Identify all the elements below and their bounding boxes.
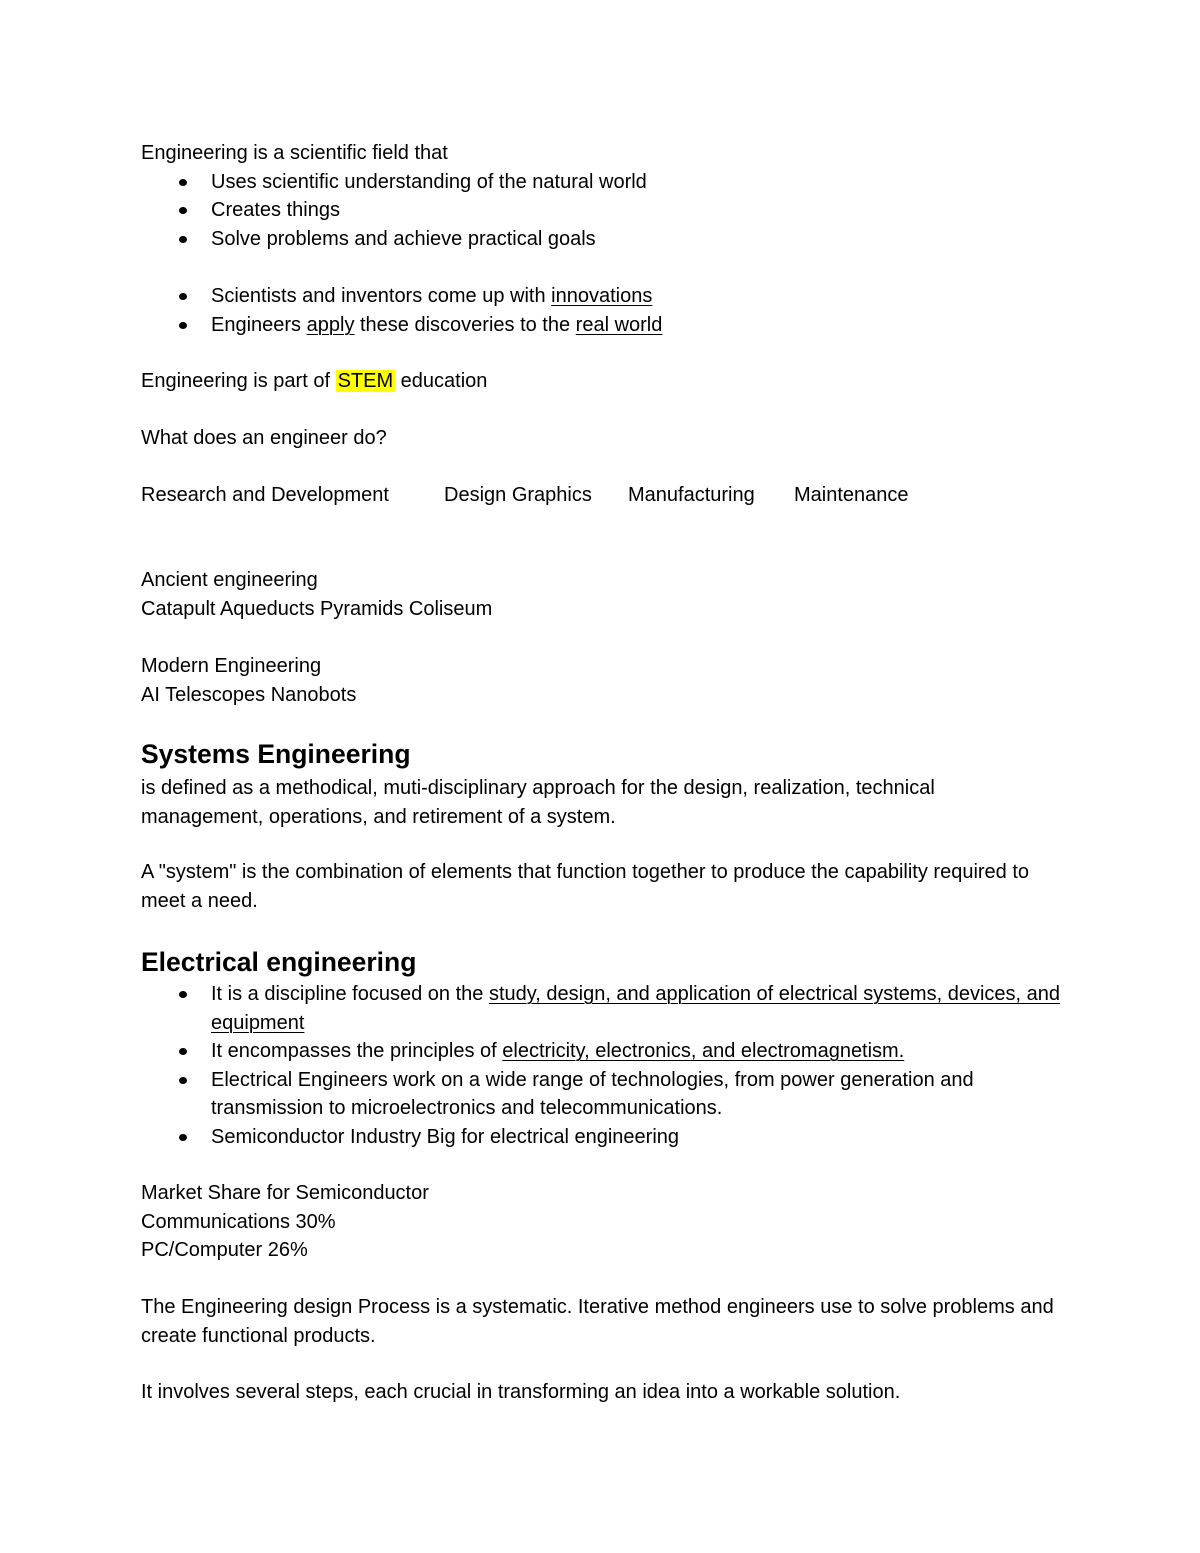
apply-link[interactable]: apply	[306, 313, 355, 336]
list-item: Engineers apply these discoveries to the real world	[141, 311, 1061, 340]
list-item: Creates things	[141, 196, 1061, 225]
electrical-heading: Electrical engineering	[141, 947, 417, 977]
activity-item: Manufacturing	[628, 484, 755, 506]
systems-definition: is defined as a methodical, muti-disciplinary approach for the design, realization, technical management, operations, and retirement of a system.	[141, 777, 935, 828]
market-section	[141, 1179, 1061, 1265]
systems-heading: Systems Engineering	[141, 739, 411, 769]
real-world-link[interactable]: real world	[575, 313, 663, 336]
list-item: Scientists and inventors come up with innovations	[141, 282, 1061, 311]
electrical-bullet-list	[141, 980, 1061, 1152]
ancient-items: Catapult Aqueducts Pyramids Coliseum	[141, 597, 493, 620]
activity-item: Design Graphics	[444, 484, 592, 506]
market-pc: PC/Computer 26%	[141, 1239, 308, 1262]
ancient-title: Ancient engineering	[141, 569, 318, 591]
engineer-question: What does an engineer do?	[141, 427, 387, 449]
roles-section	[141, 282, 1061, 339]
intro-lead: Engineering is a scientific field that	[141, 142, 448, 164]
market-title: Market Share for Semiconductor	[141, 1182, 429, 1204]
roles-bullet-list	[141, 282, 1061, 339]
modern-title: Modern Engineering	[141, 655, 322, 677]
design-process-p1: The Engineering design Process is a systematic. Iterative method engineers use to solve problems and create functional products.	[141, 1296, 1054, 1347]
innovations-link[interactable]: innovations	[551, 285, 653, 307]
systems-section	[141, 738, 1061, 770]
activity-item: Maintenance	[794, 484, 909, 506]
list-item: Electrical Engineers work on a wide range of technologies, from power generation and transmission to microelectronics and telecommunications.	[141, 1066, 1061, 1123]
electrical-bullets	[141, 980, 1061, 1152]
electrical-section	[141, 946, 1061, 978]
intro-section	[141, 139, 1061, 253]
modern-items: AI Telescopes Nanobots	[141, 683, 357, 706]
list-item: Solve problems and achieve practical goals	[141, 225, 1061, 254]
activity-item: Research and Development	[141, 484, 389, 506]
market-communications: Communications 30%	[141, 1210, 336, 1233]
stem-line: Engineering is part of STEM education	[141, 370, 488, 392]
modern-section	[141, 652, 1061, 709]
list-item: It is a discipline focused on the study, design, and application of electrical systems, devices, and equipment	[141, 980, 1061, 1037]
list-item: Semiconductor Industry Big for electrical engineering	[141, 1123, 1061, 1152]
system-definition: A "system" is the combination of elements that function together to produce the capability required to meet a need.	[141, 861, 1030, 912]
intro-bullet-list	[141, 168, 1061, 254]
ancient-section	[141, 566, 1061, 623]
design-process-p2: It involves several steps, each crucial in transforming an idea into a workable solution.	[141, 1381, 901, 1403]
list-item: It encompasses the principles of electricity, electronics, and electromagnetism.	[141, 1037, 1061, 1066]
stem-highlight: STEM	[337, 370, 394, 392]
list-item: Uses scientific understanding of the natural world	[141, 168, 1061, 197]
electricity-link[interactable]: electricity, electronics, and electromagnetism.	[502, 1040, 905, 1063]
electrical-systems-link[interactable]: study, design, and application of electrical systems, devices, and equipment	[211, 983, 1060, 1034]
